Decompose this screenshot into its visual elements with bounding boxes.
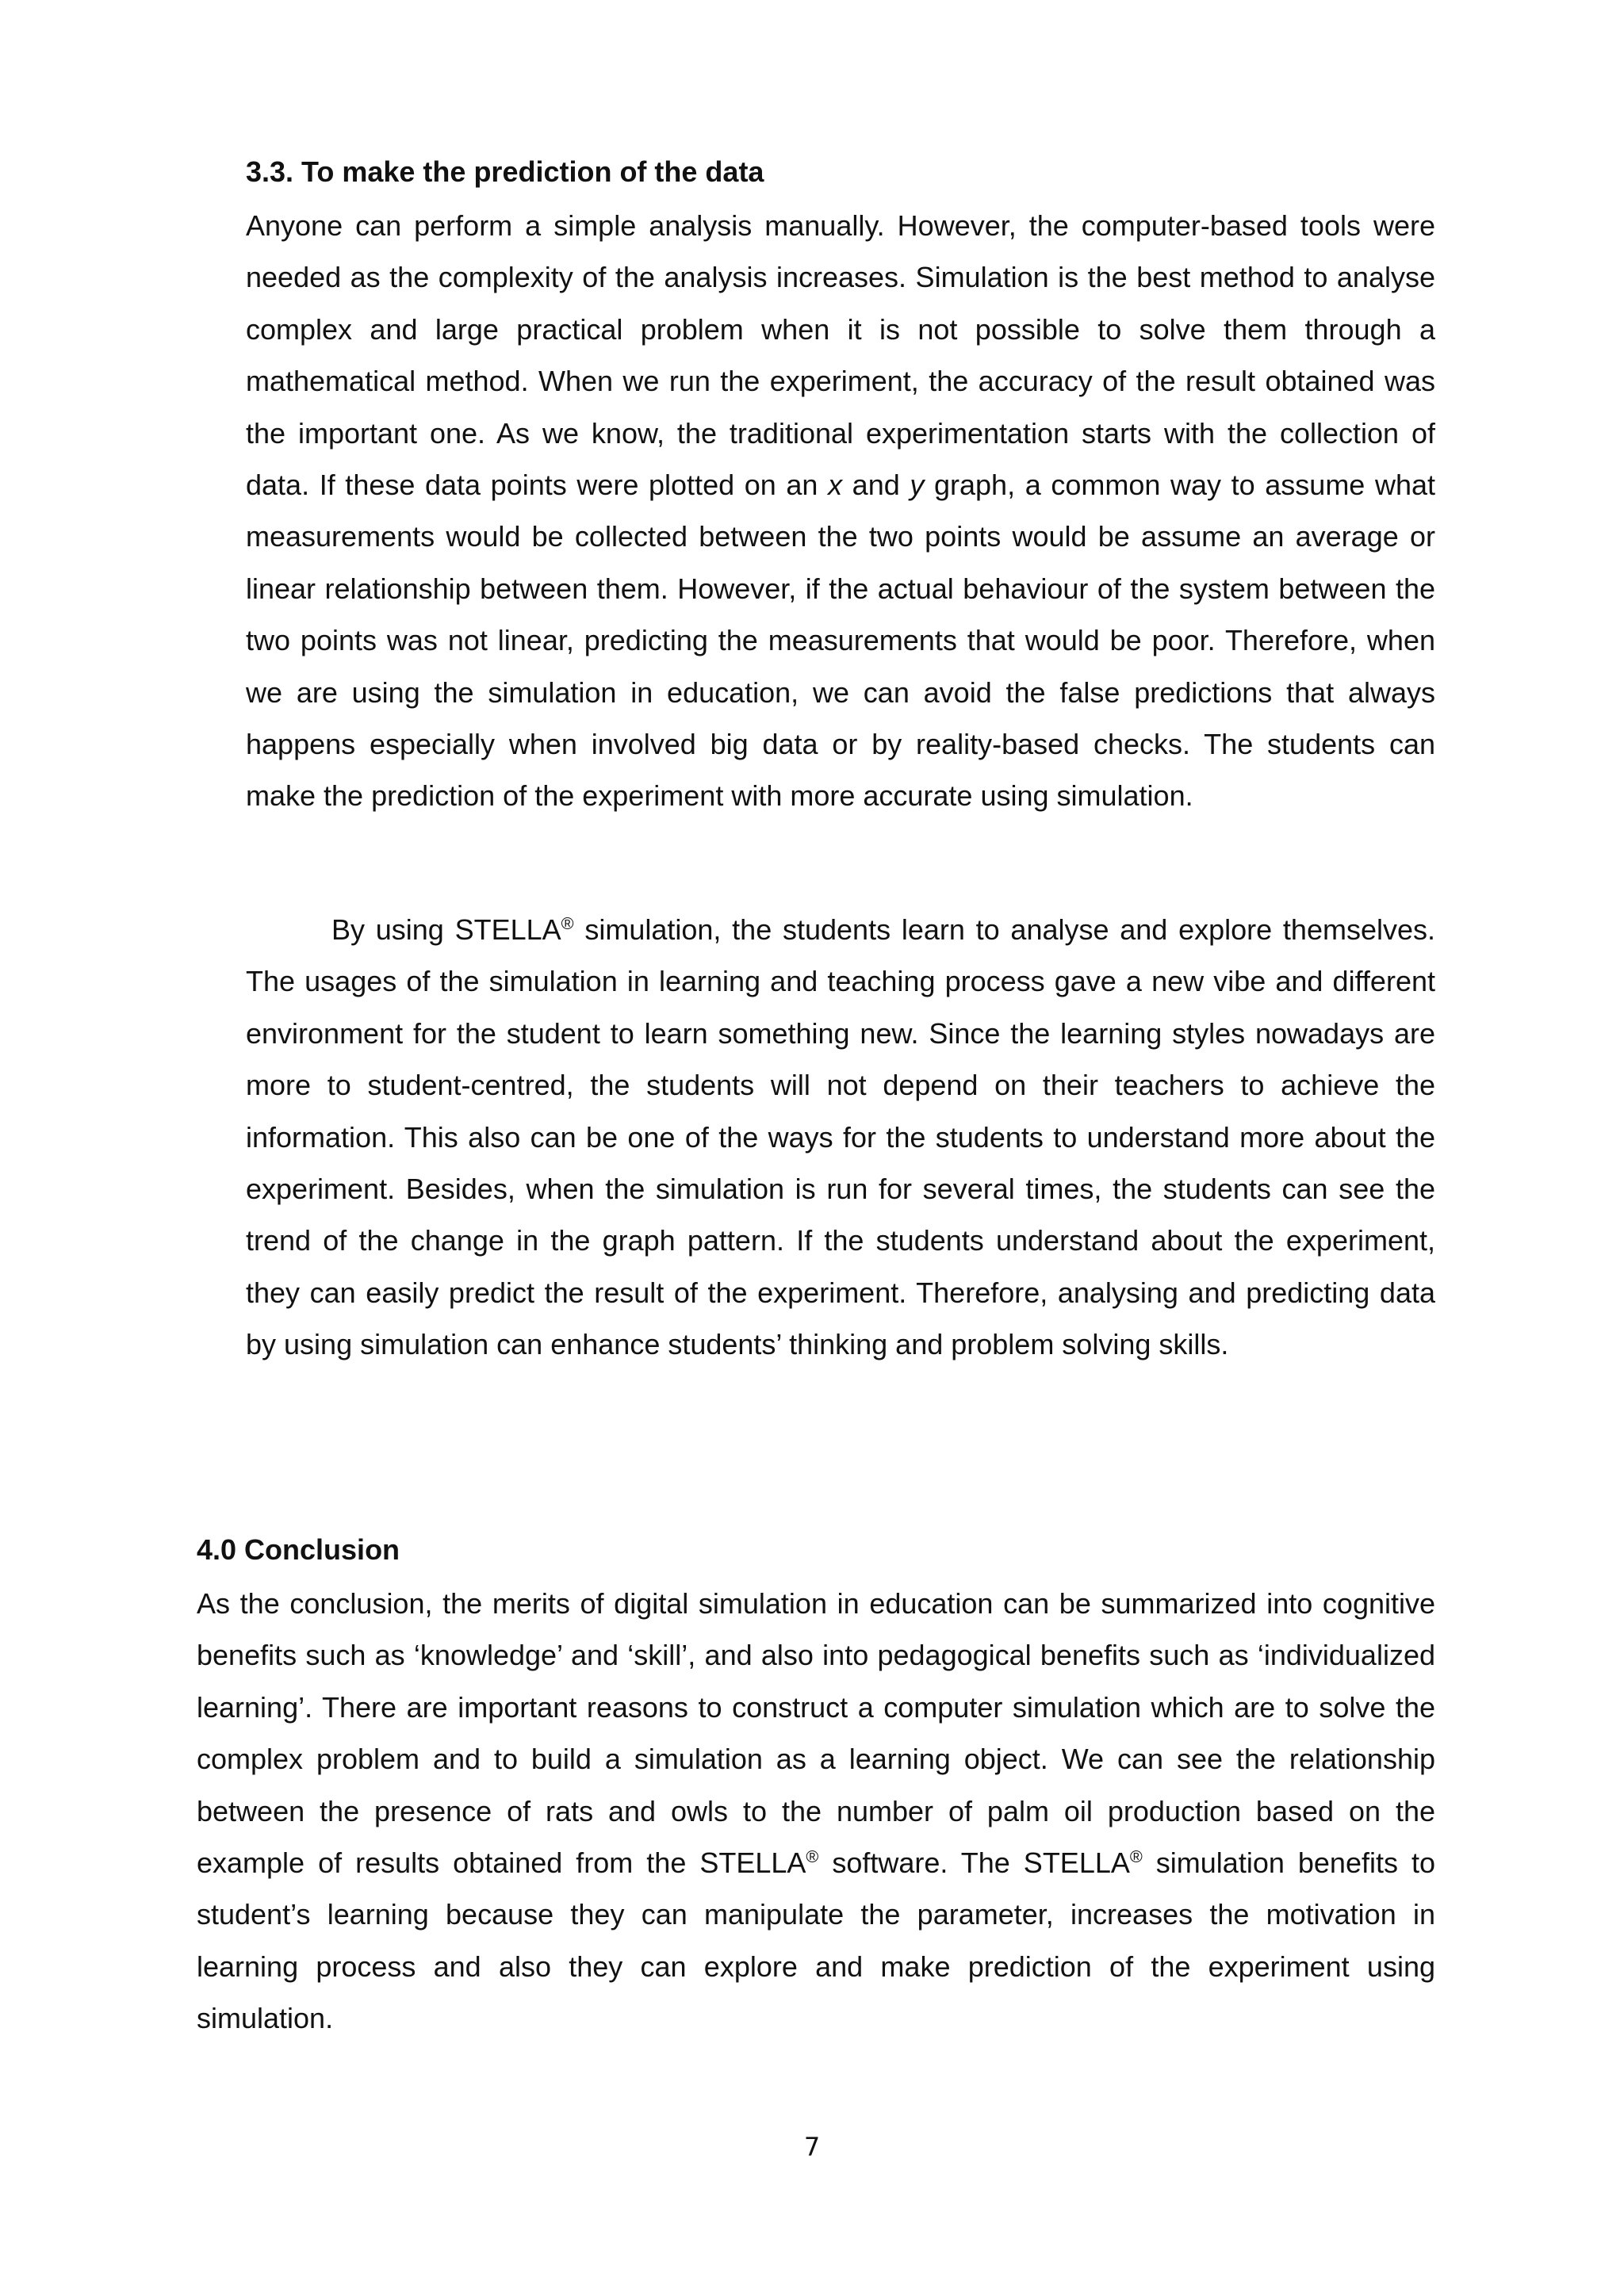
paragraph-stella-learning [246,904,1435,1371]
section-heading-3-3: 3.3. To make the prediction of the data [246,155,764,188]
paragraph-conclusion [197,1578,1435,2045]
paragraph-text: Anyone can perform a simple analysis manually. However, the computer-based tools were needed as the complexity of the analysis increases. Simulation is the best method to analyse complex and large practical problem when it is not possible to solve them through a mathematical method. When we run the experiment, the accuracy of the result obtained was the important one. As we know, the traditional experimentation starts with the collection of data. If these data points were plotted on an [246,209,1435,502]
paragraph-text: software. The STELLA [818,1846,1130,1880]
paragraph-text: and [842,469,910,502]
paragraph-text: By using STELLA [331,913,561,946]
registered-mark: ® [806,1846,819,1867]
registered-mark: ® [1129,1846,1143,1867]
italic-y: y [910,469,925,502]
paragraph-text: simulation, the students learn to analyse and explore themselves. The usages of the simulation in learning and teaching process gave a new vibe and different environment for the student to learn something new. Since the learning styles nowadays are more to student-centred, the students will not depend on their teachers to achieve the information. This also can be one of the ways for the students to understand more about the experiment. Besides, when the simulation is run for several times, the students can see the trend of the change in the graph pattern. If the students understand about the experiment, they can easily predict the result of the experiment. Therefore, analysing and predicting data by using simulation can enhance students’ thinking and problem solving skills. [246,913,1435,1361]
section-heading-conclusion: 4.0 Conclusion [197,1533,400,1566]
paragraph-text: As the conclusion, the merits of digital simulation in education can be summarized into cognitive benefits such as ‘knowledge’ and ‘skill’, and also into pedagogical benefits such as ‘individualized learning’. There are important reasons to construct a computer simulation which are to solve the complex problem and to build a simulation as a learning object. We can see the relationship between the presence of rats and owls to the number of palm oil production based on the example of results obtained from the STELLA [197,1587,1435,1880]
paragraph-text: graph, a common way to assume what measurements would be collected between the two points would be assume an average or linear relationship between them. However, if the actual behaviour of the system between the two points was not linear, predicting the measurements that would be poor. Therefore, when we are using the simulation in education, we can avoid the false predictions that always happens especially when involved big data or by reality-based checks. The students can make the prediction of the experiment with more accurate using simulation. [246,469,1435,813]
italic-x: x [828,469,843,502]
registered-mark: ® [561,913,574,933]
page-number: 7 [803,2132,821,2162]
paragraph-text: simulation benefits to student’s learning because they can manipulate the parameter, increases the motivation in learning process and also they can explore and make prediction of the experiment using simulation. [197,1846,1436,2035]
paragraph-prediction-intro [246,200,1435,822]
